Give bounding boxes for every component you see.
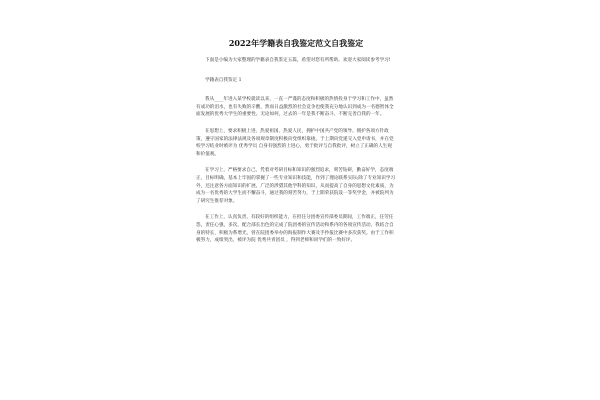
body-paragraph: 我从____年进入某学校就读以来，一直一严谨的态度和积极的热情投身于学习和工作中，虽然有成功的泪水，也有失败的辛酸，然而日益激烈的社会竞争也使我充分地认识到成为一名德智体全面发展的优秀大学生的重要性。无论如何，过去的一年是我不断奋斗、不断完善自我的一年。 — [196, 97, 394, 118]
body-paragraph: 在学习上，严格要求自己，凭着对考研目标和知识的强烈追求，刻苦钻研，勤奋好学，态度端正，目标明确，基本上牢固的掌握了一些专业知识和技能，作到了理论联系实际;除了专业知识学习外，还注意各方面知识的扩展，广泛的涉猎其他学科的知识，从而提高了自身的思想文化素质，为成为一名优秀的大学生而不懈奋斗，通过我的刻苦努力，于上期荣获院设一等奖学金，并被院列为了研究生推荐对象。 — [196, 168, 396, 204]
document-title: 2022年学籍表自我鉴定范文自我鉴定 — [228, 38, 364, 48]
intro-paragraph: 下面是小编为大家整理的学籍表自我鉴定五篇，希望对您有所帮助。欢迎大家阅读参考学习! — [205, 58, 391, 63]
section-heading: 学籍表自我鉴定 1 — [205, 77, 242, 83]
document-body — [196, 38, 396, 245]
body-paragraph: 在思想上，要求积极上进，热爱祖国、热爱人民，拥护中国共产党的领导、拥护各项方针政策，遵守国家的法律法规及各项规章制度积极向党组织靠拢，于上期向党递交入党申请书，并在党校学习结业时被评为 优秀学员 自身有强烈的上进心，勇于批评与自我批评，树立了正确的人生观和价值观。 — [196, 128, 394, 157]
body-paragraph: 在工作上，认真负责，有较好的组织能力，在担任分团委宣传部委员期间，工作端正，任劳任怨，责任心强，多次，配合部长出色的完成了院团委的宣传活动和系内的各项宣传活动，我结合自身的特长，积极为系增光，曾在院团委举办的海报制作大赛及手抄报比赛中多次获奖。由于工作积极努力，成绩突出，被评为院 优秀共青团员 ，得到老师和同学们的一致好评。 — [196, 215, 394, 244]
